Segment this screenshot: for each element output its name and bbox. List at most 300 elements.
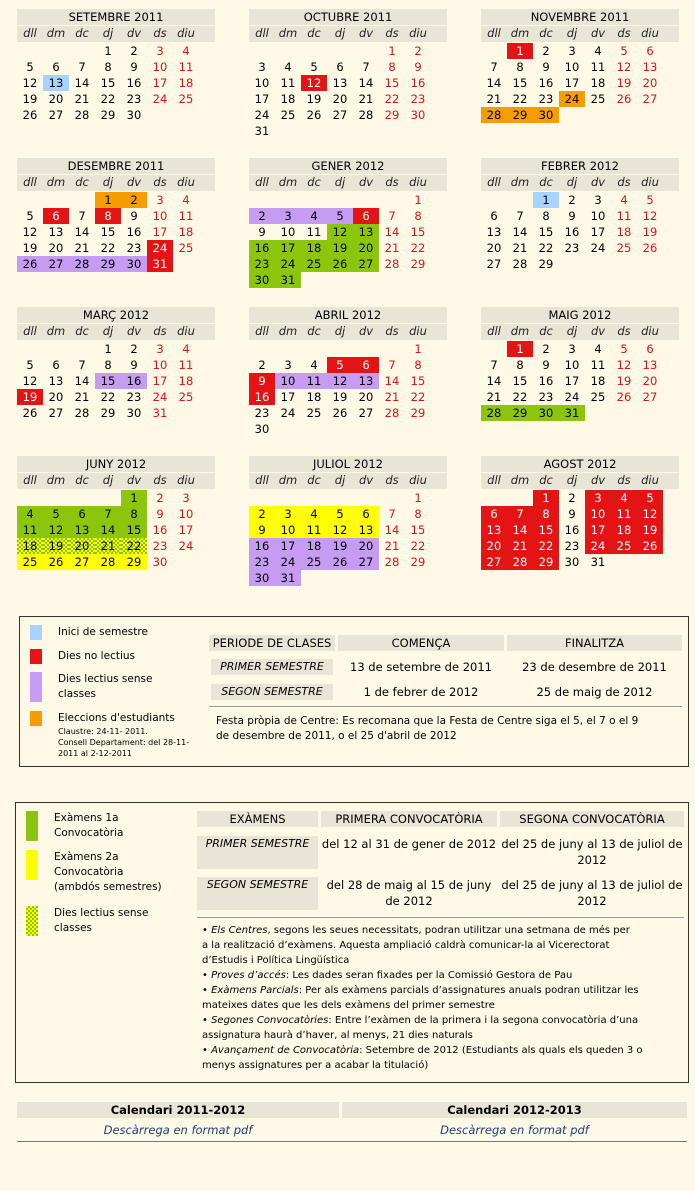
weekday-label: ds (617, 473, 631, 487)
note-segones-b: assignatura haurà d’haver, al menys, 21 dies naturals (202, 1030, 473, 1041)
day-cell: 10 (178, 507, 194, 521)
day-cell: 27 (353, 554, 379, 570)
day-cell: 30 (564, 555, 580, 569)
day-cell: 4 (301, 208, 327, 224)
weekday-label: dm (46, 26, 66, 40)
day-cell: 29 (507, 107, 533, 123)
day-cell: 13 (48, 225, 64, 239)
day-cell: 21 (358, 92, 374, 106)
day-cell: 12 (301, 75, 327, 91)
month-3 (17, 158, 215, 288)
day-cell: 10 (275, 522, 301, 538)
periode-row1-end: 23 de desembre de 2011 (522, 660, 667, 674)
day-cell: 29 (95, 256, 121, 272)
weekday-header (249, 324, 447, 340)
day-cell: 3 (585, 490, 611, 506)
day-cell: 8 (388, 60, 396, 74)
legend-lectius-sense (30, 672, 152, 702)
weekday-label: ds (153, 26, 167, 40)
month-1 (249, 9, 447, 139)
day-cell: 9 (130, 60, 138, 74)
day-cell: 19 (17, 389, 43, 405)
examens-row2-segona (500, 877, 684, 909)
periode-row1-start: 13 de setembre de 2011 (350, 660, 492, 674)
day-cell: 8 (542, 209, 550, 223)
day-cell: 27 (642, 390, 658, 404)
weekday-header (17, 175, 215, 191)
day-cell: 20 (69, 538, 95, 554)
day-cell: 28 (481, 107, 507, 123)
day-cell: 11 (611, 506, 637, 522)
examens-row2-segona-2: 2012 (577, 894, 607, 908)
examens-row1-segona-1: del 25 de juny al 13 de juliol de (501, 837, 683, 851)
day-cell: 4 (310, 358, 318, 372)
festa-note (216, 714, 686, 744)
weekday-label: diu (177, 175, 195, 189)
day-cell: 4 (182, 193, 190, 207)
weekday-label: dv (126, 26, 142, 40)
festa-line1: Festa pròpia de Centre: Es recomana que la Festa de Centre siga el 5, el 7 o el 9 (216, 715, 639, 727)
day-cell: 14 (74, 225, 90, 239)
weekday-label: dj (334, 473, 346, 487)
day-cell: 20 (48, 241, 64, 255)
day-cell: 12 (327, 522, 353, 538)
day-cell: 1 (414, 342, 422, 356)
day-cell: 15 (95, 373, 121, 389)
examens-row1-segona-2: 2012 (577, 853, 607, 867)
legend-ex2-line3: (ambdós semestres) (54, 881, 162, 893)
month-title: NOVEMBRE 2011 (481, 9, 679, 25)
day-cell: 3 (568, 44, 576, 58)
examens-row2-primera (321, 877, 497, 909)
day-cell: 4 (284, 60, 292, 74)
weekday-label: dll (255, 26, 269, 40)
day-cell: 1 (121, 490, 147, 506)
day-cell: 18 (590, 76, 606, 90)
day-cell: 24 (275, 554, 301, 570)
day-cell: 18 (611, 522, 637, 538)
day-cell: 9 (130, 358, 138, 372)
day-cell: 17 (564, 76, 580, 90)
day-cell: 30 (249, 570, 275, 586)
day-cell: 27 (69, 554, 95, 570)
periode-row2-start: 1 de febrer de 2012 (363, 685, 479, 699)
day-cell: 17 (152, 374, 168, 388)
day-cell: 29 (410, 257, 426, 271)
day-cell: 16 (564, 225, 580, 239)
day-grid (481, 341, 679, 437)
day-cell: 31 (254, 124, 270, 138)
day-cell: 26 (327, 554, 353, 570)
day-cell: 12 (616, 358, 632, 372)
lavender-swatch-icon (30, 672, 42, 702)
day-cell: 1 (95, 192, 121, 208)
weekday-label: dv (590, 26, 606, 40)
day-cell: 24 (280, 406, 296, 420)
th-finalitza: FINALITZA (507, 635, 682, 651)
day-cell: 8 (414, 358, 422, 372)
day-cell: 15 (538, 225, 554, 239)
day-cell: 19 (22, 92, 38, 106)
note-avancament-b: menys assignatures per a acabar la titulació) (202, 1060, 429, 1071)
day-cell: 19 (616, 374, 632, 388)
weekday-label: dc (307, 175, 321, 189)
day-cell: 15 (410, 523, 426, 537)
footer-cal-2012 (342, 1102, 687, 1138)
day-cell: 18 (590, 374, 606, 388)
day-cell: 13 (43, 75, 69, 91)
day-cell: 8 (414, 507, 422, 521)
weekday-header (17, 26, 215, 42)
weekday-label: dm (510, 324, 530, 338)
day-cell: 18 (17, 538, 43, 554)
day-cell: 26 (306, 108, 322, 122)
legend-examens-2a (26, 850, 162, 895)
weekday-label: dj (102, 473, 114, 487)
day-cell: 22 (512, 92, 528, 106)
weekday-label: dll (23, 324, 37, 338)
weekday-label: dll (487, 473, 501, 487)
day-cell: 17 (152, 76, 168, 90)
day-cell: 5 (646, 193, 654, 207)
day-cell: 25 (280, 108, 296, 122)
day-cell: 12 (22, 76, 38, 90)
day-cell: 6 (490, 209, 498, 223)
weekday-label: dj (102, 324, 114, 338)
month-5 (481, 158, 679, 288)
legend-dies-line2: classes (54, 922, 92, 934)
note-centres-em: Els Centres (211, 925, 268, 936)
legend-eleccions-label: Eleccions d'estudiants (58, 712, 175, 724)
day-cell: 2 (156, 491, 164, 505)
day-cell: 5 (620, 342, 628, 356)
day-cell: 23 (564, 241, 580, 255)
examens-row2-primera-1: del 28 de maig al 15 de juny (326, 878, 492, 892)
day-cell: 12 (642, 209, 658, 223)
day-cell: 23 (538, 390, 554, 404)
weekday-label: dll (255, 175, 269, 189)
day-cell: 26 (332, 406, 348, 420)
day-cell: 27 (358, 406, 374, 420)
day-cell: 18 (301, 538, 327, 554)
weekday-label: dc (307, 26, 321, 40)
day-cell: 18 (301, 240, 327, 256)
day-cell: 24 (564, 390, 580, 404)
note-parcials-a: : Per als exàmens parcials d’assignatures anuals podran utilitzar les (298, 985, 639, 996)
day-cell: 13 (69, 522, 95, 538)
day-cell: 3 (594, 193, 602, 207)
day-cell: 30 (126, 108, 142, 122)
day-cell: 23 (410, 92, 426, 106)
day-cell: 26 (616, 92, 632, 106)
day-cell: 24 (152, 92, 168, 106)
weekday-label: dv (358, 26, 374, 40)
day-cell: 19 (637, 522, 663, 538)
day-grid (249, 341, 447, 437)
day-cell: 17 (280, 390, 296, 404)
day-cell: 15 (512, 374, 528, 388)
day-cell: 23 (126, 92, 142, 106)
examens-notes (202, 923, 686, 1073)
day-cell: 17 (275, 240, 301, 256)
day-cell: 21 (74, 241, 90, 255)
day-cell: 26 (616, 390, 632, 404)
day-cell: 22 (100, 92, 116, 106)
day-cell: 28 (74, 406, 90, 420)
day-cell: 7 (362, 60, 370, 74)
day-cell: 2 (414, 44, 422, 58)
day-cell: 11 (301, 373, 327, 389)
day-cell: 2 (542, 342, 550, 356)
legend-ex2-line1: Exàmens 2a (54, 851, 119, 863)
day-cell: 8 (414, 209, 422, 223)
day-cell: 27 (332, 108, 348, 122)
day-cell: 27 (481, 554, 507, 570)
weekday-label: diu (409, 473, 427, 487)
weekday-label: dll (23, 473, 37, 487)
legend-ex2-line2: Convocatòria (54, 866, 124, 878)
blue-swatch-icon (30, 625, 42, 640)
periode-row2-end: 25 de maig de 2012 (536, 685, 653, 699)
day-cell: 18 (280, 92, 296, 106)
day-cell: 31 (147, 256, 173, 272)
day-grid (249, 43, 447, 139)
weekday-label: dm (278, 26, 298, 40)
month-8 (481, 307, 679, 437)
day-cell: 27 (486, 257, 502, 271)
day-cell: 3 (156, 342, 164, 356)
footer-cal-2011-title: Calendari 2011-2012 (17, 1102, 339, 1118)
day-cell: 24 (147, 240, 173, 256)
weekday-label: dv (126, 175, 142, 189)
day-cell: 26 (22, 108, 38, 122)
day-cell: 4 (182, 44, 190, 58)
day-cell: 25 (590, 390, 606, 404)
weekday-label: ds (153, 324, 167, 338)
day-cell: 30 (254, 422, 270, 436)
weekday-label: dm (46, 324, 66, 338)
weekday-label: dm (510, 26, 530, 40)
day-cell: 9 (156, 507, 164, 521)
day-cell: 9 (249, 373, 275, 389)
weekday-label: diu (641, 175, 659, 189)
day-cell: 25 (17, 554, 43, 570)
day-cell: 19 (22, 241, 38, 255)
day-cell: 31 (559, 405, 585, 421)
day-cell: 6 (353, 506, 379, 522)
day-cell: 28 (384, 555, 400, 569)
day-cell: 17 (585, 522, 611, 538)
weekday-label: dm (278, 324, 298, 338)
weekday-label: diu (409, 175, 427, 189)
weekday-header (249, 26, 447, 42)
day-cell: 19 (616, 76, 632, 90)
weekday-label: dc (539, 473, 553, 487)
weekday-label: dv (126, 473, 142, 487)
day-cell: 5 (327, 357, 353, 373)
weekday-label: diu (641, 473, 659, 487)
day-cell: 12 (637, 506, 663, 522)
day-cell: 6 (646, 342, 654, 356)
weekday-label: dc (539, 324, 553, 338)
weekday-label: dll (255, 473, 269, 487)
day-cell: 27 (642, 92, 658, 106)
day-cell: 9 (542, 358, 550, 372)
day-cell: 6 (353, 208, 379, 224)
day-cell: 1 (507, 43, 533, 59)
day-cell: 1 (388, 44, 396, 58)
day-cell: 20 (358, 390, 374, 404)
note-proves-em: Proves d’accés (211, 970, 286, 981)
weekday-label: dll (255, 324, 269, 338)
day-cell: 11 (590, 60, 606, 74)
day-cell: 1 (507, 341, 533, 357)
day-cell: 22 (121, 538, 147, 554)
day-cell: 25 (178, 241, 194, 255)
consell-text-2: 2011 al 2-12-2011 (58, 749, 132, 758)
day-cell: 3 (275, 506, 301, 522)
weekday-label: dj (566, 175, 578, 189)
day-cell: 17 (152, 225, 168, 239)
day-cell: 28 (95, 554, 121, 570)
periode-divider (209, 706, 682, 707)
note-avancament: • Avançament de Convocatòria: Setembre de 2012 (Estudiants als quals els queden 3 o (202, 1045, 643, 1056)
day-cell: 3 (568, 342, 576, 356)
day-cell: 11 (306, 225, 322, 239)
day-cell: 29 (507, 405, 533, 421)
month-title: SETEMBRE 2011 (17, 9, 215, 25)
day-cell: 5 (26, 358, 34, 372)
day-cell: 14 (512, 225, 528, 239)
weekday-label: dll (23, 26, 37, 40)
day-cell: 22 (410, 539, 426, 553)
day-grid (17, 43, 215, 139)
day-cell: 18 (178, 76, 194, 90)
day-cell: 10 (590, 209, 606, 223)
month-title: ABRIL 2012 (249, 307, 447, 323)
month-title: FEBRER 2012 (481, 158, 679, 174)
note-parcials-em: Exàmens Parcials (211, 985, 299, 996)
day-cell: 14 (74, 76, 90, 90)
day-cell: 24 (590, 241, 606, 255)
day-cell: 16 (538, 374, 554, 388)
orange-swatch-icon (30, 711, 42, 726)
day-cell: 22 (410, 390, 426, 404)
day-cell: 24 (585, 538, 611, 554)
day-cell: 15 (121, 522, 147, 538)
day-cell: 14 (74, 374, 90, 388)
day-cell: 20 (642, 76, 658, 90)
weekday-label: dm (510, 175, 530, 189)
day-cell: 20 (353, 240, 379, 256)
day-cell: 21 (512, 241, 528, 255)
note-centres-a: , segons les seues necessitats, podran utilitzar una setmana de més per (267, 925, 630, 936)
download-pdf-2011-link[interactable]: Descàrrega en format pdf (103, 1123, 253, 1137)
day-cell: 30 (533, 405, 559, 421)
day-cell: 12 (43, 522, 69, 538)
day-cell: 16 (564, 523, 580, 537)
day-cell: 18 (616, 225, 632, 239)
day-cell: 13 (353, 373, 379, 389)
day-cell: 11 (301, 522, 327, 538)
legend-no-lectius-label: Dies no lectius (58, 650, 135, 662)
day-cell: 26 (327, 256, 353, 272)
day-cell: 7 (78, 209, 86, 223)
note-proves-a: : Les dades seran fixades per la Comissió Gestora de Pau (285, 970, 573, 981)
day-cell: 31 (590, 555, 606, 569)
day-cell: 21 (384, 539, 400, 553)
day-cell: 7 (78, 60, 86, 74)
day-cell: 22 (100, 390, 116, 404)
weekday-label: diu (409, 324, 427, 338)
weekday-label: dll (487, 175, 501, 189)
day-cell: 21 (486, 390, 502, 404)
day-cell: 27 (48, 406, 64, 420)
day-cell: 5 (327, 208, 353, 224)
day-cell: 2 (130, 342, 138, 356)
month-0 (17, 9, 215, 139)
download-pdf-2012-link[interactable]: Descàrrega en format pdf (440, 1123, 589, 1137)
day-grid (481, 192, 679, 288)
day-cell: 16 (152, 523, 168, 537)
day-cell: 6 (481, 506, 507, 522)
day-cell: 21 (384, 390, 400, 404)
day-cell: 19 (327, 538, 353, 554)
day-cell: 17 (590, 225, 606, 239)
month-title: AGOST 2012 (481, 456, 679, 472)
day-cell: 13 (642, 60, 658, 74)
legend-ex1-line2: Convocatòria (54, 827, 124, 839)
day-cell: 10 (275, 373, 301, 389)
day-cell: 1 (104, 342, 112, 356)
day-cell: 14 (486, 374, 502, 388)
legend-inici (30, 625, 148, 640)
day-cell: 3 (182, 491, 190, 505)
day-cell: 7 (388, 358, 396, 372)
month-7 (249, 307, 447, 437)
day-cell: 19 (332, 390, 348, 404)
day-cell: 14 (507, 522, 533, 538)
day-cell: 25 (611, 538, 637, 554)
weekday-label: dc (539, 26, 553, 40)
weekday-header (249, 175, 447, 191)
day-cell: 9 (568, 209, 576, 223)
weekday-label: ds (617, 26, 631, 40)
weekday-header (481, 473, 679, 489)
day-cell: 27 (353, 256, 379, 272)
day-cell: 2 (130, 44, 138, 58)
day-cell: 23 (538, 92, 554, 106)
day-cell: 4 (17, 506, 43, 522)
festa-line2: de desembre de 2011, o el 25 d'abril de 2012 (216, 730, 457, 742)
day-cell: 25 (301, 256, 327, 272)
note-avancament-a: : Setembre de 2012 (Estudiants als quals els queden 3 o (359, 1045, 643, 1056)
th-comenca: COMENÇA (338, 635, 504, 651)
note-segones-em: Segones Convocatòries (211, 1015, 329, 1026)
day-cell: 10 (152, 209, 168, 223)
day-cell: 2 (249, 208, 275, 224)
legend-examens-1a (26, 811, 123, 841)
day-cell: 5 (327, 506, 353, 522)
day-cell: 15 (410, 225, 426, 239)
periode-row2-label: SEGON SEMESTRE (211, 684, 333, 700)
day-cell: 17 (254, 92, 270, 106)
day-cell: 18 (306, 390, 322, 404)
day-cell: 27 (43, 256, 69, 272)
day-cell: 26 (17, 256, 43, 272)
day-grid (481, 43, 679, 139)
day-cell: 23 (249, 554, 275, 570)
